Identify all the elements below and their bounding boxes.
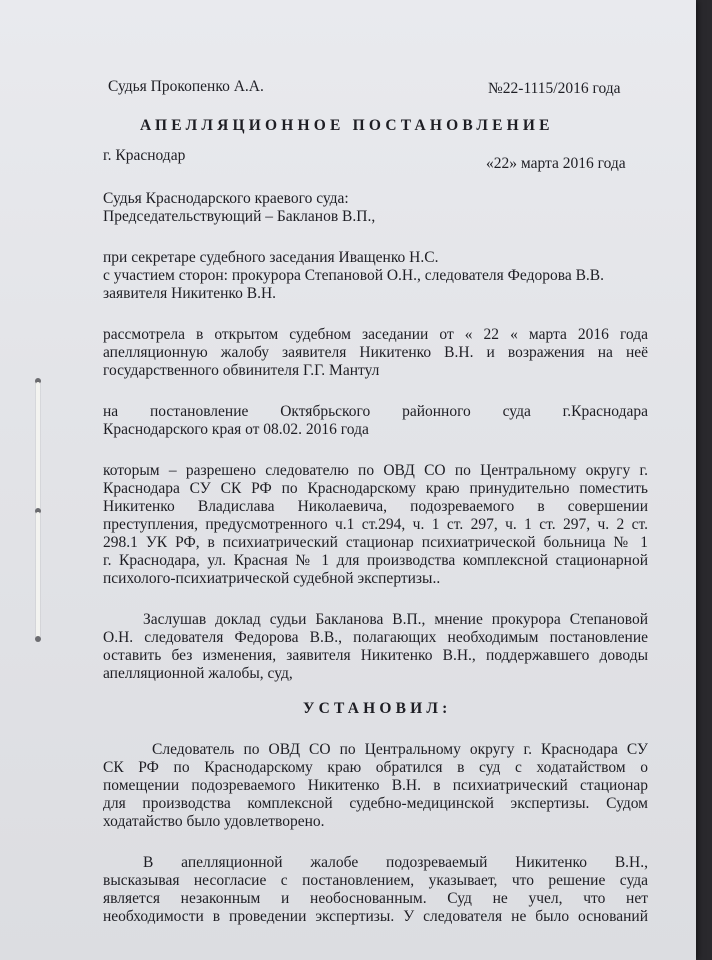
court-line: Председательствующий – Бакланов В.П., <box>103 208 376 225</box>
heard-line: апелляционной жалобы, суд, <box>103 665 293 682</box>
which-line: преступления, предусмотренного ч.1 ст.294, ч. 1 ст. 297, ч. 1 ст. 297, ч. 2 ст. <box>103 516 648 533</box>
ruling-on-line: Краснодарского края от 08.02. 2016 года <box>103 421 369 438</box>
heard-line: О.Н. следователя Федорова В.В., полагающих необходимым постановление <box>103 629 648 646</box>
established-heading: УСТАНОВИЛ: <box>303 700 452 717</box>
appeal-line: необходимости в проведении экспертизы. У следователя не было оснований <box>103 908 648 925</box>
participants-line: при секретаре судебного заседания Иващенко Н.С. <box>103 249 439 266</box>
which-line: г. Краснодара, ул. Красная № 1 для производства комплексной стационарной <box>103 552 648 569</box>
appeal-line: является незаконным и необоснованным. Суд не учел, что нет <box>103 890 648 907</box>
judge-name: Судья Прокопенко А.А. <box>108 78 264 95</box>
appeal-line: В апелляционной жалобе подозреваемый Никитенко В.Н., <box>143 854 648 871</box>
which-line: которым – разрешено следователю по ОВД СО по Центральному округу г. <box>103 462 648 479</box>
heard-line: оставить без изменения, заявителя Никитенко В.Н., поддержавшего доводы <box>103 647 648 664</box>
which-line: Никитенко Владислава Николаевича, подозреваемого в совершении <box>103 498 648 515</box>
appeal-line: высказывая несогласие с постановлением, указывает, что решение суда <box>103 872 648 889</box>
document-title: АПЕЛЛЯЦИОННОЕ ПОСТАНОВЛЕНИЕ <box>140 117 554 134</box>
considered-line: государственного обвинителя Г.Г. Мантул <box>103 362 380 379</box>
place: г. Краснодар <box>103 147 186 164</box>
established-line: для производства комплексной судебно-медицинской экспертизы. Судом <box>103 795 648 812</box>
participants-line: заявителя Никитенко В.Н. <box>103 285 277 302</box>
participants-line: с участием сторон: прокурора Степановой О.Н., следователя Федорова В.В. <box>103 267 605 284</box>
established-line: помещении подозреваемого Никитенко В.Н. в психиатрический стационар <box>103 777 648 794</box>
heard-line: Заслушав доклад судьи Бакланова В.П., мнение прокурора Степановой <box>143 611 648 628</box>
considered-line: апелляционную жалобу заявителя Никитенко В.Н. и возражения на неё <box>103 344 648 361</box>
case-number: №22-1115/2016 года <box>488 80 621 97</box>
which-line: 298.1 УК РФ, в психиатрический стационар психиатрической больница № 1 <box>103 534 648 551</box>
ruling-on-line: на постановление Октябрьского районного суда г.Краснодара <box>103 403 648 420</box>
established-line: Следователь по ОВД СО по Центральному округу г. Краснодара СУ <box>152 741 648 758</box>
established-line: ходатайство было удовлетворено. <box>103 813 325 830</box>
which-line: психолого-психиатрической судебной экспертизы.. <box>103 570 441 587</box>
date: «22» марта 2016 года <box>486 155 626 172</box>
established-line: СК РФ по Краснодарскому краю обратился в суд с ходатайством о <box>103 759 648 776</box>
which-line: Краснодара СУ СК РФ по Краснодарскому краю принудительно поместить <box>103 480 648 497</box>
court-line: Судья Краснодарского краевого суда: <box>103 190 349 207</box>
considered-line: рассмотрела в открытом судебном заседании от « 22 « марта 2016 года <box>103 326 648 343</box>
